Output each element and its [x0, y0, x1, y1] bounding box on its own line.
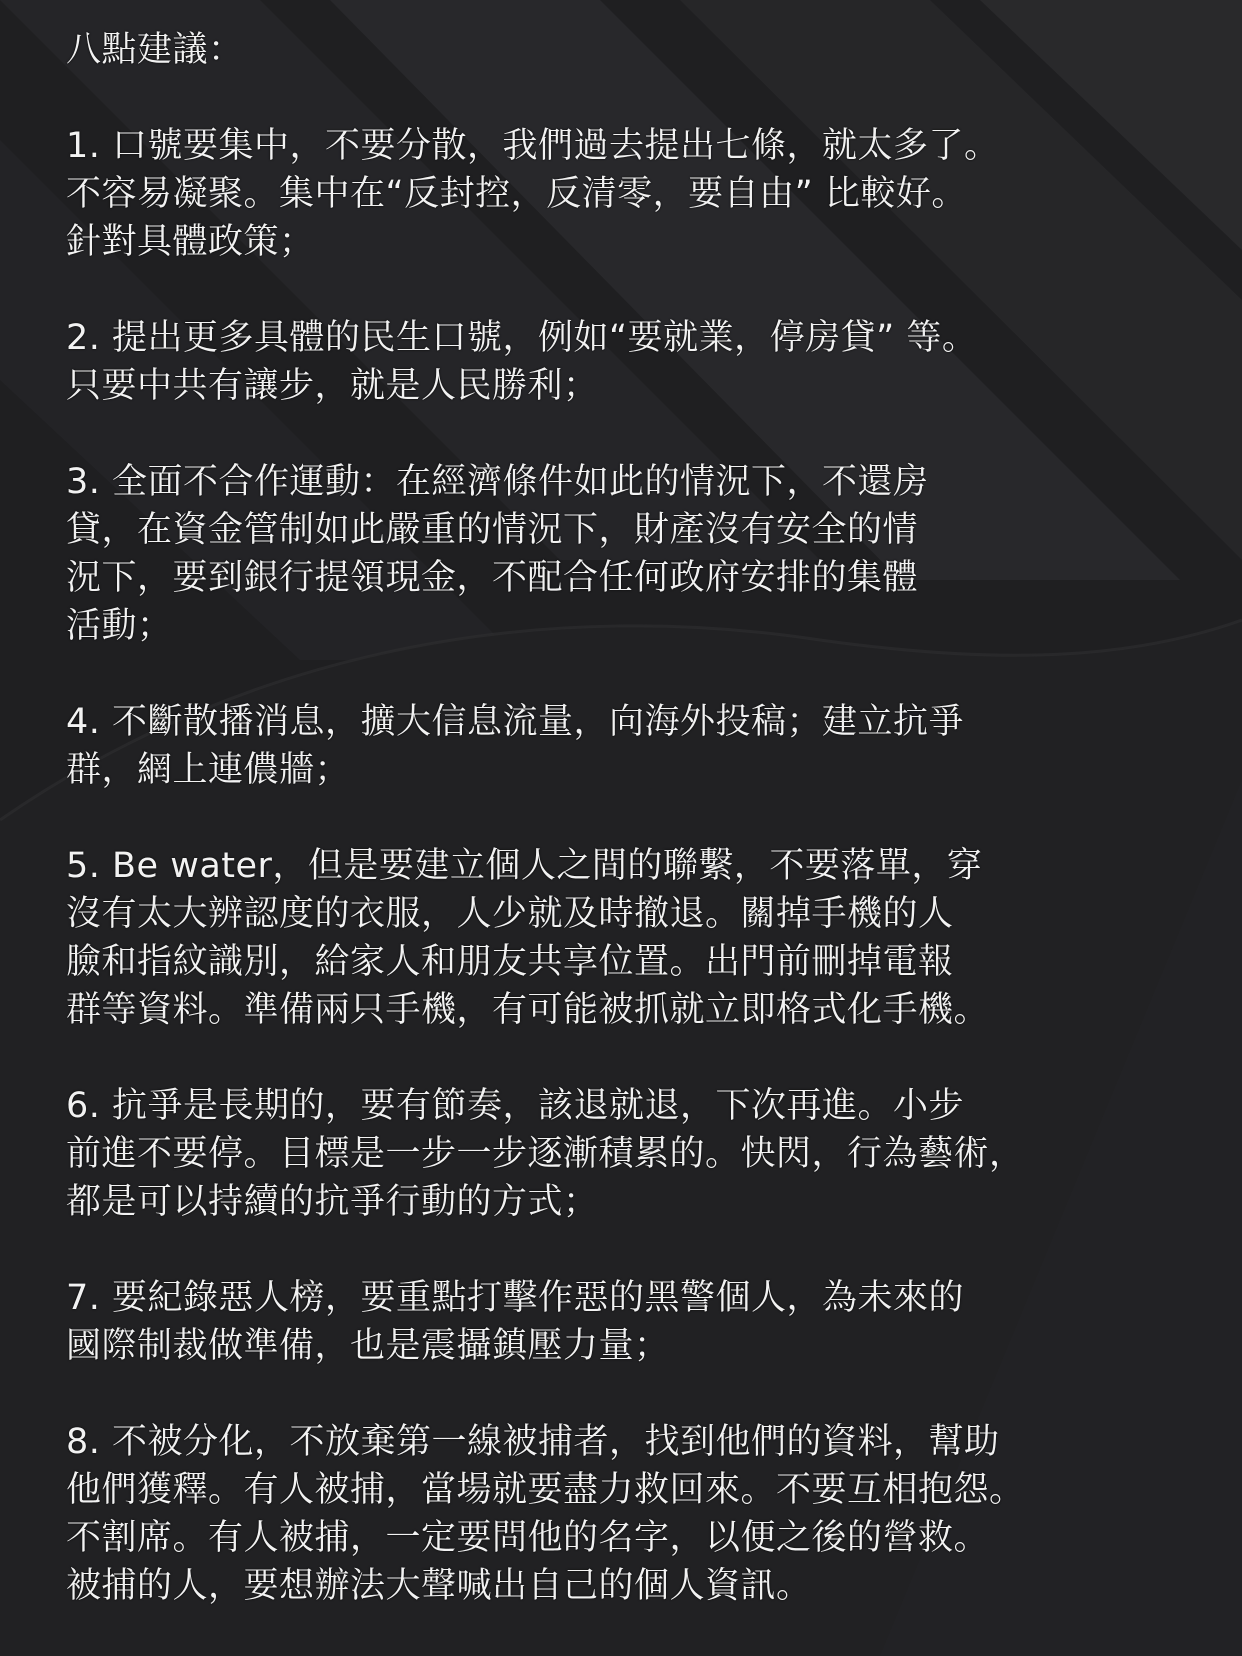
- item-4-line-2: 群，網上連儂牆；: [66, 750, 351, 790]
- list-item: [66, 1418, 1216, 1610]
- list-item: [66, 1274, 1216, 1370]
- item-7-line-1: 7. 要紀錄惡人榜，要重點打擊作惡的黑警個人，為未來的: [66, 1278, 965, 1318]
- item-1-line-2: 不容易凝聚。集中在“反封控，反清零，要自由” 比較好。: [66, 174, 967, 214]
- list-item: [66, 122, 1216, 266]
- item-2-line-1: 2. 提出更多具體的民生口號，例如“要就業，停房貸” 等。: [66, 318, 978, 358]
- item-8-line-3: 不割席。有人被捕，一定要問他的名字，以便之後的營救。: [66, 1518, 990, 1558]
- item-6-line-3: 都是可以持續的抗爭行動的方式；: [66, 1182, 599, 1222]
- item-3-line-1: 3. 全面不合作運動：在經濟條件如此的情況下，不還房: [66, 462, 929, 502]
- list-item: [66, 698, 1216, 794]
- item-3-line-3: 況下，要到銀行提領現金，不配合任何政府安排的集體: [66, 558, 919, 598]
- item-2-line-2: 只要中共有讓步，就是人民勝利；: [66, 366, 599, 406]
- item-1-line-3: 針對具體政策；: [66, 222, 315, 262]
- item-1-line-1: 1. 口號要集中，不要分散，我們過去提出七條，就太多了。: [66, 126, 1000, 166]
- item-8-line-4: 被捕的人，要想辦法大聲喊出自己的個人資訊。: [66, 1566, 812, 1606]
- item-8-line-1: 8. 不被分化，不放棄第一線被捕者，找到他們的資料，幫助: [66, 1422, 1000, 1462]
- item-7-line-2: 國際制裁做準備，也是震攝鎮壓力量；: [66, 1326, 670, 1366]
- item-3-line-4: 活動；: [66, 606, 173, 646]
- item-5-line-2: 沒有太大辨認度的衣服，人少就及時撤退。關掉手機的人: [66, 894, 954, 934]
- item-4-line-1: 4. 不斷散播消息，擴大信息流量，向海外投稿；建立抗爭: [66, 702, 965, 742]
- list-item: [66, 458, 1216, 650]
- item-6-line-2: 前進不要停。目標是一步一步逐漸積累的。快閃，行為藝術，: [66, 1134, 1025, 1174]
- advice-text-block: [66, 26, 1216, 1610]
- list-item: [66, 314, 1216, 410]
- item-6-line-1: 6. 抗爭是長期的，要有節奏，該退就退，下次再進。小步: [66, 1086, 965, 1126]
- item-3-line-2: 貸，在資金管制如此嚴重的情況下，財產沒有安全的情: [66, 510, 919, 550]
- item-5-line-3: 臉和指紋識別，給家人和朋友共享位置。出門前刪掉電報: [66, 942, 954, 982]
- item-8-line-2: 他們獲釋。有人被捕，當場就要盡力救回來。不要互相抱怨。: [66, 1470, 1025, 1510]
- heading: 八點建議：: [66, 30, 244, 70]
- item-5-line-1: 5. Be water，但是要建立個人之間的聯繫，不要落單，穿: [66, 846, 983, 886]
- list-item: [66, 1082, 1216, 1226]
- list-item: [66, 842, 1216, 1034]
- item-5-line-4: 群等資料。準備兩只手機，有可能被抓就立即格式化手機。: [66, 990, 990, 1030]
